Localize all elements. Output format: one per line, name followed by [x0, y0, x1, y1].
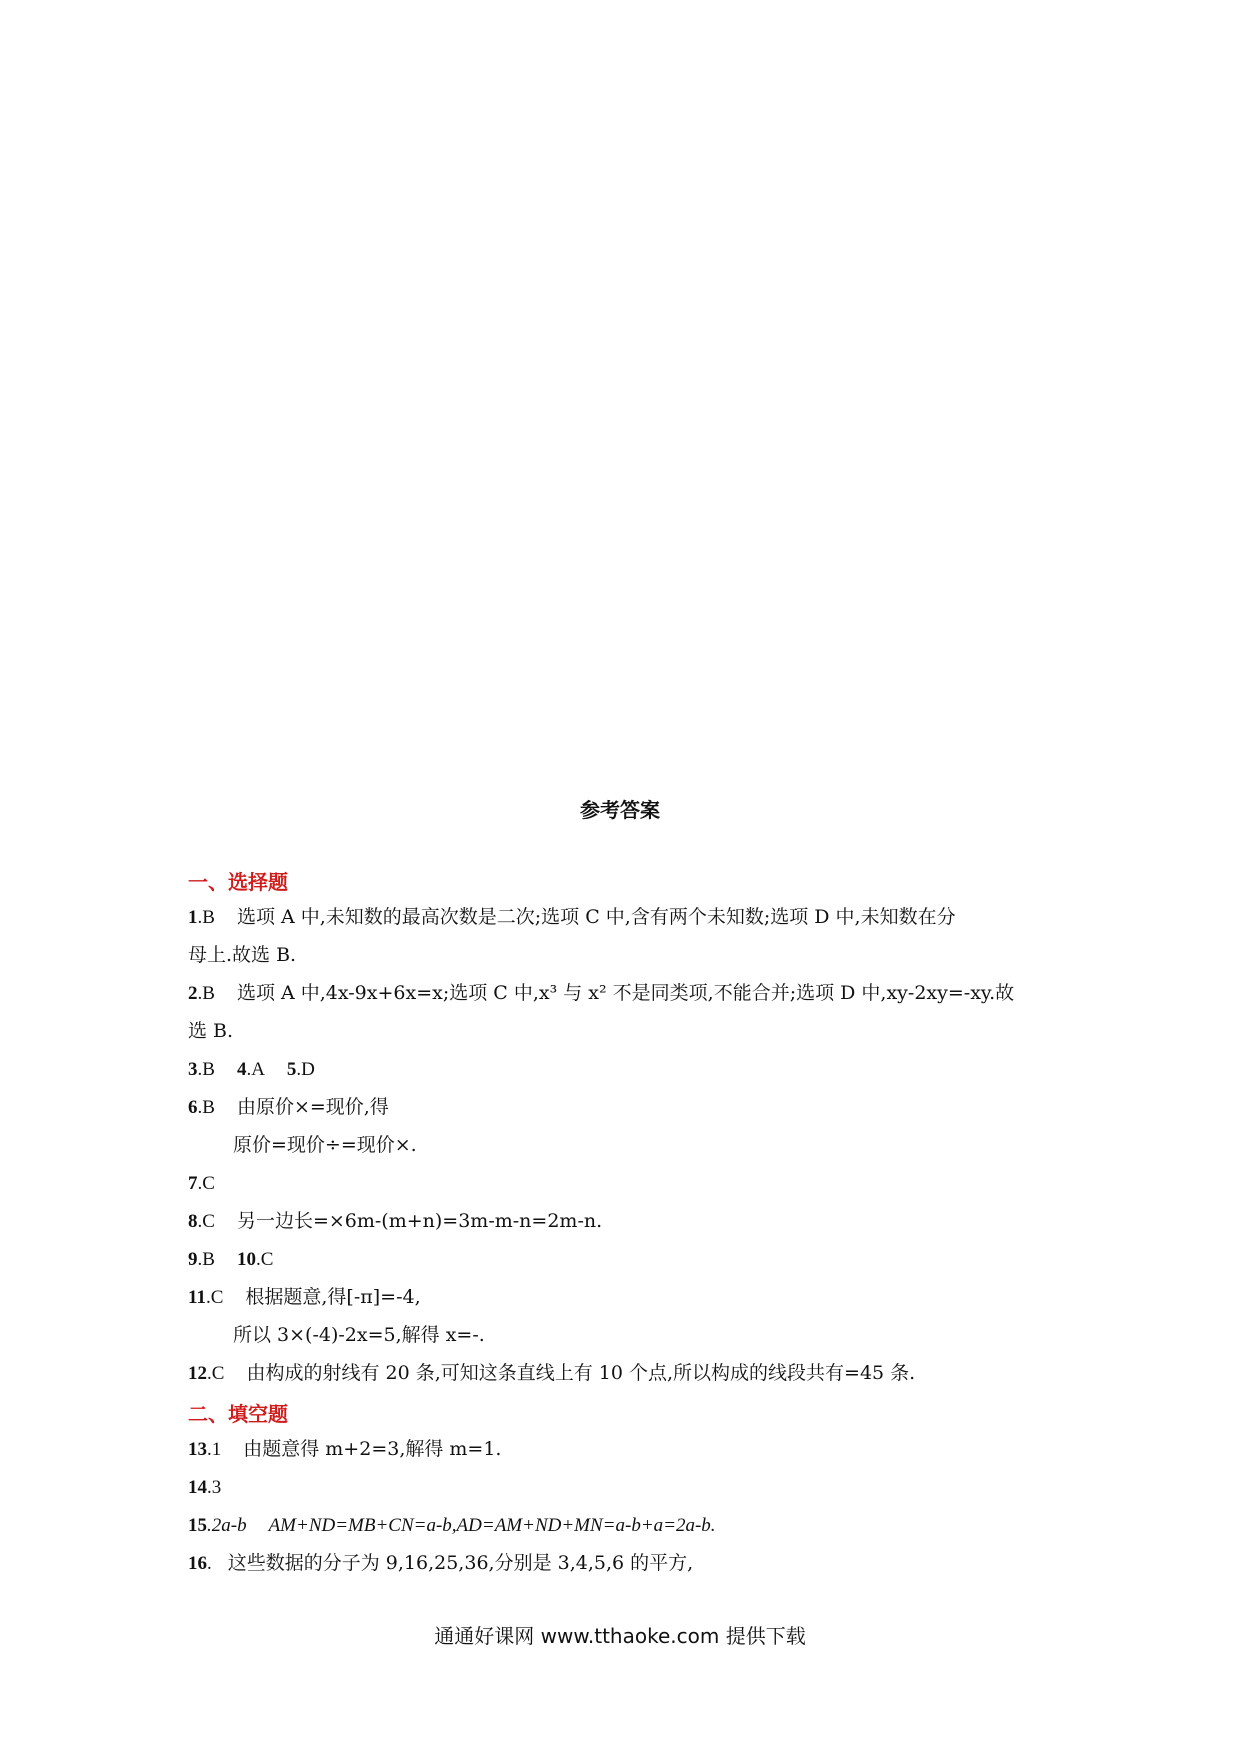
answer-15-line [188, 1512, 1058, 1539]
answer-6-line-2: 原价=现价÷=现价×. [233, 1134, 417, 1156]
question-number: 9 [188, 1249, 198, 1270]
answer-explanation: 由原价×=现价,得 [236, 1096, 389, 1118]
answer-value: .3 [207, 1477, 222, 1498]
answer-8-line [188, 1208, 1058, 1235]
answer-choice: .D [296, 1059, 315, 1080]
answer-choice: .C [255, 1249, 274, 1270]
answer-choice: .B [197, 1097, 215, 1118]
answer-6-line-1 [188, 1094, 1058, 1121]
answer-choice: .A [246, 1059, 265, 1080]
question-number: 3 [188, 1059, 198, 1080]
answer-explanation: 由构成的射线有 20 条,可知这条直线上有 10 个点,所以构成的线段共有=45 条. [246, 1362, 916, 1384]
question-number: 1 [188, 907, 198, 928]
page-title: 参考答案 [580, 798, 660, 822]
answers-3-5-line [188, 1056, 1058, 1083]
answer-12-line [188, 1360, 1058, 1387]
answer-choice: .C [197, 1173, 215, 1194]
question-number: 7 [188, 1173, 198, 1194]
question-number: 8 [188, 1211, 198, 1232]
answer-value: . [207, 1553, 212, 1574]
question-number: 6 [188, 1097, 198, 1118]
answer-explanation: 根据题意,得[-π]=-4, [245, 1286, 421, 1308]
answer-choice: .C [205, 1287, 224, 1308]
answer-11-line-1 [188, 1284, 1058, 1311]
question-number: 14 [188, 1477, 207, 1498]
answer-value: .2a-b [207, 1515, 247, 1536]
question-number: 5 [286, 1059, 297, 1080]
answer-choice: .C [207, 1363, 225, 1384]
answer-11-line-2: 所以 3×(-4)-2x=5,解得 x=-. [233, 1324, 485, 1346]
footer-source-note: 通通好课网 www.tthaoke.com 提供下载 [434, 1624, 806, 1648]
answer-16-line [188, 1550, 1058, 1577]
question-number: 4 [236, 1059, 247, 1080]
answers-9-10-line [188, 1246, 1058, 1273]
question-number: 12 [188, 1363, 207, 1384]
answer-choice: .C [197, 1211, 215, 1232]
answer-explanation: 选项 A 中,4x-9x+6x=x;选项 C 中,x³ 与 x² 不是同类项,不能合并;选项 D 中,xy-2xy=-xy.故 [236, 982, 1015, 1004]
answer-choice: .B [197, 907, 215, 928]
answer-choice: .B [197, 1249, 215, 1270]
answer-explanation: 另一边长=×6m-(m+n)=3m-m-n=2m-n. [236, 1210, 603, 1232]
answer-2-line-2: 选 B. [188, 1020, 234, 1042]
answer-13-line [188, 1436, 1058, 1463]
answer-choice: .B [197, 983, 215, 1004]
section-heading-fill-in: 二、填空题 [188, 1402, 288, 1426]
question-number: 11 [188, 1287, 206, 1308]
answer-explanation: 这些数据的分子为 9,16,25,36,分别是 3,4,5,6 的平方, [227, 1552, 694, 1574]
answer-explanation: 由题意得 m+2=3,解得 m=1. [243, 1438, 502, 1460]
answer-choice: .B [197, 1059, 215, 1080]
question-number: 13 [188, 1439, 207, 1460]
question-number: 15 [188, 1515, 207, 1536]
answer-14-line [188, 1474, 1058, 1501]
answer-7-line [188, 1170, 1058, 1197]
answer-explanation: 选项 A 中,未知数的最高次数是二次;选项 C 中,含有两个未知数;选项 D 中,未知数在分 [236, 906, 956, 928]
answer-1-line-2: 母上.故选 B. [188, 944, 297, 966]
question-number: 16 [188, 1553, 207, 1574]
answer-1-line-1 [188, 904, 1058, 931]
answer-value: .1 [207, 1439, 222, 1460]
section-heading-choice: 一、选择题 [188, 870, 288, 894]
question-number: 2 [188, 983, 198, 1004]
answer-explanation: AM+ND=MB+CN=a-b,AD=AM+ND+MN=a-b+a=2a-b. [268, 1515, 716, 1536]
answer-2-line-1 [188, 980, 1058, 1007]
question-number: 10 [236, 1249, 256, 1270]
